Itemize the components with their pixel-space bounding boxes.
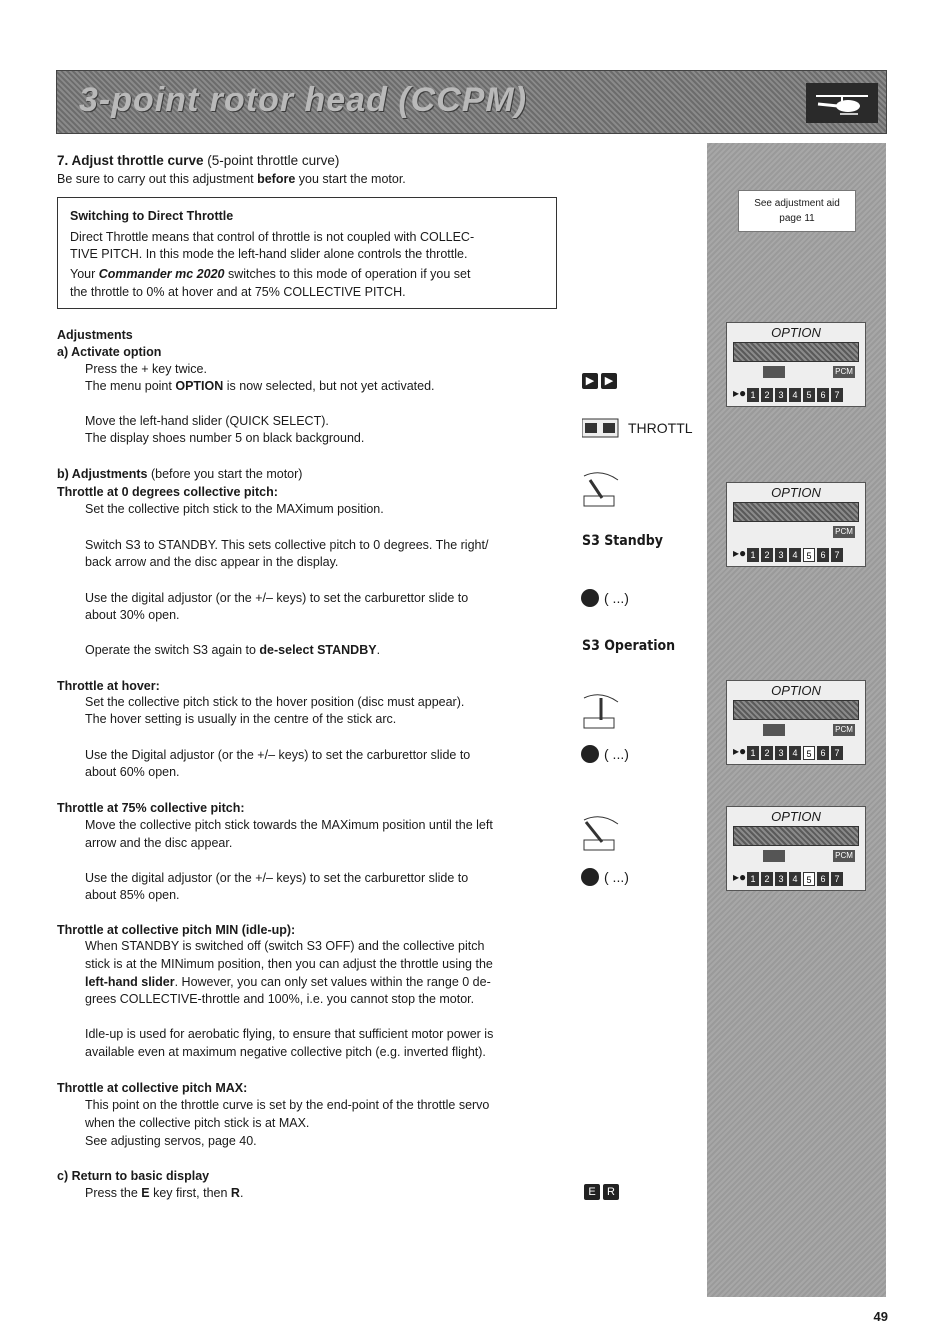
- step-text: arrow and the disc appear.: [85, 836, 233, 850]
- header-banner: [56, 70, 887, 134]
- step-text: See adjusting servos, page 40.: [85, 1134, 257, 1148]
- s3-operation-label: S3 Operation: [582, 638, 676, 654]
- lcd-bar: [733, 502, 859, 522]
- subheading: Throttle at collective pitch MAX:: [57, 1081, 248, 1095]
- lcd-title: OPTION: [771, 485, 821, 500]
- lcd-pcm: PCM: [833, 366, 855, 378]
- infobox-line: Your Commander mc 2020 switches to this mode of operation if you set: [70, 267, 471, 281]
- step-b-heading: b) Adjustments (before you start the motor): [57, 467, 303, 481]
- lcd-display-3: [726, 680, 866, 765]
- helicopter-icon: [806, 83, 878, 123]
- slider-icon: [582, 417, 620, 444]
- step-text: Move the collective pitch stick towards the MAXimum position until the left: [85, 818, 493, 832]
- subheading: Throttle at 75% collective pitch:: [57, 801, 245, 815]
- subheading: Throttle at 0 degrees collective pitch:: [57, 485, 278, 499]
- page-number: 49: [873, 1309, 888, 1324]
- step-text: Use the Digital adjustor (or the +/– keys) to set the carburettor slide to: [85, 748, 471, 762]
- page-title: 3-point rotor head (CCPM): [79, 81, 528, 119]
- lcd-display-2: [726, 482, 866, 567]
- key-arrows-hint: ( ...): [604, 590, 629, 606]
- disc-icon: ▸●: [733, 870, 747, 884]
- step-text: Use the digital adjustor (or the +/– keys) to set the carburettor slide to: [85, 871, 469, 885]
- aid-line-1: See adjustment aid: [754, 198, 840, 209]
- step-text: Switch S3 to STANDBY. This sets collective pitch to 0 degrees. The right/: [85, 538, 489, 552]
- adjustments-heading: Adjustments: [57, 328, 133, 342]
- lcd-digits: 1 2 3 4 5 6 7: [747, 388, 843, 402]
- digital-adjustor-icon: [580, 867, 600, 892]
- lcd-display-4: [726, 806, 866, 891]
- digital-adjustor-icon: [580, 744, 600, 769]
- step-text: Set the collective pitch stick to the MAXimum position.: [85, 502, 384, 516]
- step-text: Operate the switch S3 again to de-select STANDBY.: [85, 643, 381, 657]
- lcd-pcm: PCM: [833, 724, 855, 736]
- infobox-title: Switching to Direct Throttle: [70, 209, 234, 223]
- lcd-bar: [733, 342, 859, 362]
- step-text: The display shoes number 5 on black background.: [85, 431, 365, 445]
- disc-icon: ▸●: [733, 546, 747, 560]
- step-text: The menu point OPTION is now selected, but not yet activated.: [85, 379, 435, 393]
- step-text: Idle-up is used for aerobatic flying, to ensure that sufficient motor power is: [85, 1027, 494, 1041]
- digital-adjustor-icon: [580, 588, 600, 613]
- step-text: stick is at the MINimum position, then you can adjust the throttle using the: [85, 957, 493, 971]
- lcd-pcm: PCM: [833, 850, 855, 862]
- step-a-heading: a) Activate option: [57, 345, 162, 359]
- lcd-indicator: [763, 850, 785, 862]
- stick-icon: [580, 468, 622, 517]
- step-text: about 60% open.: [85, 765, 180, 779]
- section-intro: Be sure to carry out this adjustment before you start the motor.: [57, 172, 406, 186]
- stick-icon: [580, 690, 622, 739]
- plus-key-icon: ▶: [601, 373, 617, 389]
- step-text: Use the digital adjustor (or the +/– keys) to set the carburettor slide to: [85, 591, 469, 605]
- lcd-title: OPTION: [771, 325, 821, 340]
- key-arrows-hint: ( ...): [604, 746, 629, 762]
- infobox-line: TIVE PITCH. In this mode the left-hand slider alone controls the throttle.: [70, 247, 468, 261]
- lcd-indicator: [763, 366, 785, 378]
- plus-key-icon: ▶: [582, 373, 598, 389]
- subheading: Throttle at hover:: [57, 679, 160, 693]
- throttl-label: THROTTL: [628, 420, 693, 436]
- lcd-digits: 1 2 3 4 5 6 7: [747, 746, 843, 760]
- step-text: about 30% open.: [85, 608, 180, 622]
- s3-standby-label: S3 Standby: [582, 533, 664, 549]
- lcd-indicator: [763, 724, 785, 736]
- step-text: back arrow and the disc appear in the display.: [85, 555, 339, 569]
- adjustment-aid-note: [738, 190, 856, 232]
- lcd-bar: [733, 700, 859, 720]
- step-text: grees COLLECTIVE-throttle and 100%, i.e. you cannot stop the motor.: [85, 992, 475, 1006]
- stick-icon: [580, 812, 622, 861]
- subheading: Throttle at collective pitch MIN (idle-up):: [57, 923, 296, 937]
- step-text: available even at maximum negative collective pitch (e.g. inverted flight).: [85, 1045, 486, 1059]
- lcd-title: OPTION: [771, 683, 821, 698]
- lcd-digits: 1 2 3 4 5 6 7: [747, 548, 843, 562]
- disc-icon: ▸●: [733, 744, 747, 758]
- step-text: This point on the throttle curve is set by the end-point of the throttle servo: [85, 1098, 490, 1112]
- step-text: Press the E key first, then R.: [85, 1186, 244, 1200]
- e-r-keys: [584, 1182, 622, 1200]
- step-c-heading: c) Return to basic display: [57, 1169, 210, 1183]
- lcd-display-1: [726, 322, 866, 407]
- infobox-line: Direct Throttle means that control of throttle is not coupled with COLLEC-: [70, 230, 475, 244]
- infobox-line: the throttle to 0% at hover and at 75% COLLECTIVE PITCH.: [70, 285, 406, 299]
- step-text: When STANDBY is switched off (switch S3 OFF) and the collective pitch: [85, 939, 485, 953]
- step-text: about 85% open.: [85, 888, 180, 902]
- lcd-digits: 1 2 3 4 5 6 7: [747, 872, 843, 886]
- aid-line-2: page 11: [779, 213, 815, 224]
- section-heading: 7. Adjust throttle curve (5-point throttle curve): [57, 153, 340, 168]
- step-text: Press the + key twice.: [85, 362, 207, 376]
- lcd-pcm: PCM: [833, 526, 855, 538]
- disc-icon: ▸●: [733, 386, 747, 400]
- step-text: left-hand slider. However, you can only set values within the range 0 de-: [85, 975, 491, 989]
- key-arrows-hint: ( ...): [604, 869, 629, 885]
- step-text: The hover setting is usually in the centre of the stick arc.: [85, 712, 397, 726]
- lcd-title: OPTION: [771, 809, 821, 824]
- step-text: when the collective pitch stick is at MAX.: [85, 1116, 310, 1130]
- e-key-icon: E: [584, 1184, 600, 1200]
- step-text: Move the left-hand slider (QUICK SELECT).: [85, 414, 329, 428]
- r-key-icon: R: [603, 1184, 619, 1200]
- plus-key-icons: [582, 371, 620, 389]
- lcd-bar: [733, 826, 859, 846]
- step-text: Set the collective pitch stick to the hover position (disc must appear).: [85, 695, 465, 709]
